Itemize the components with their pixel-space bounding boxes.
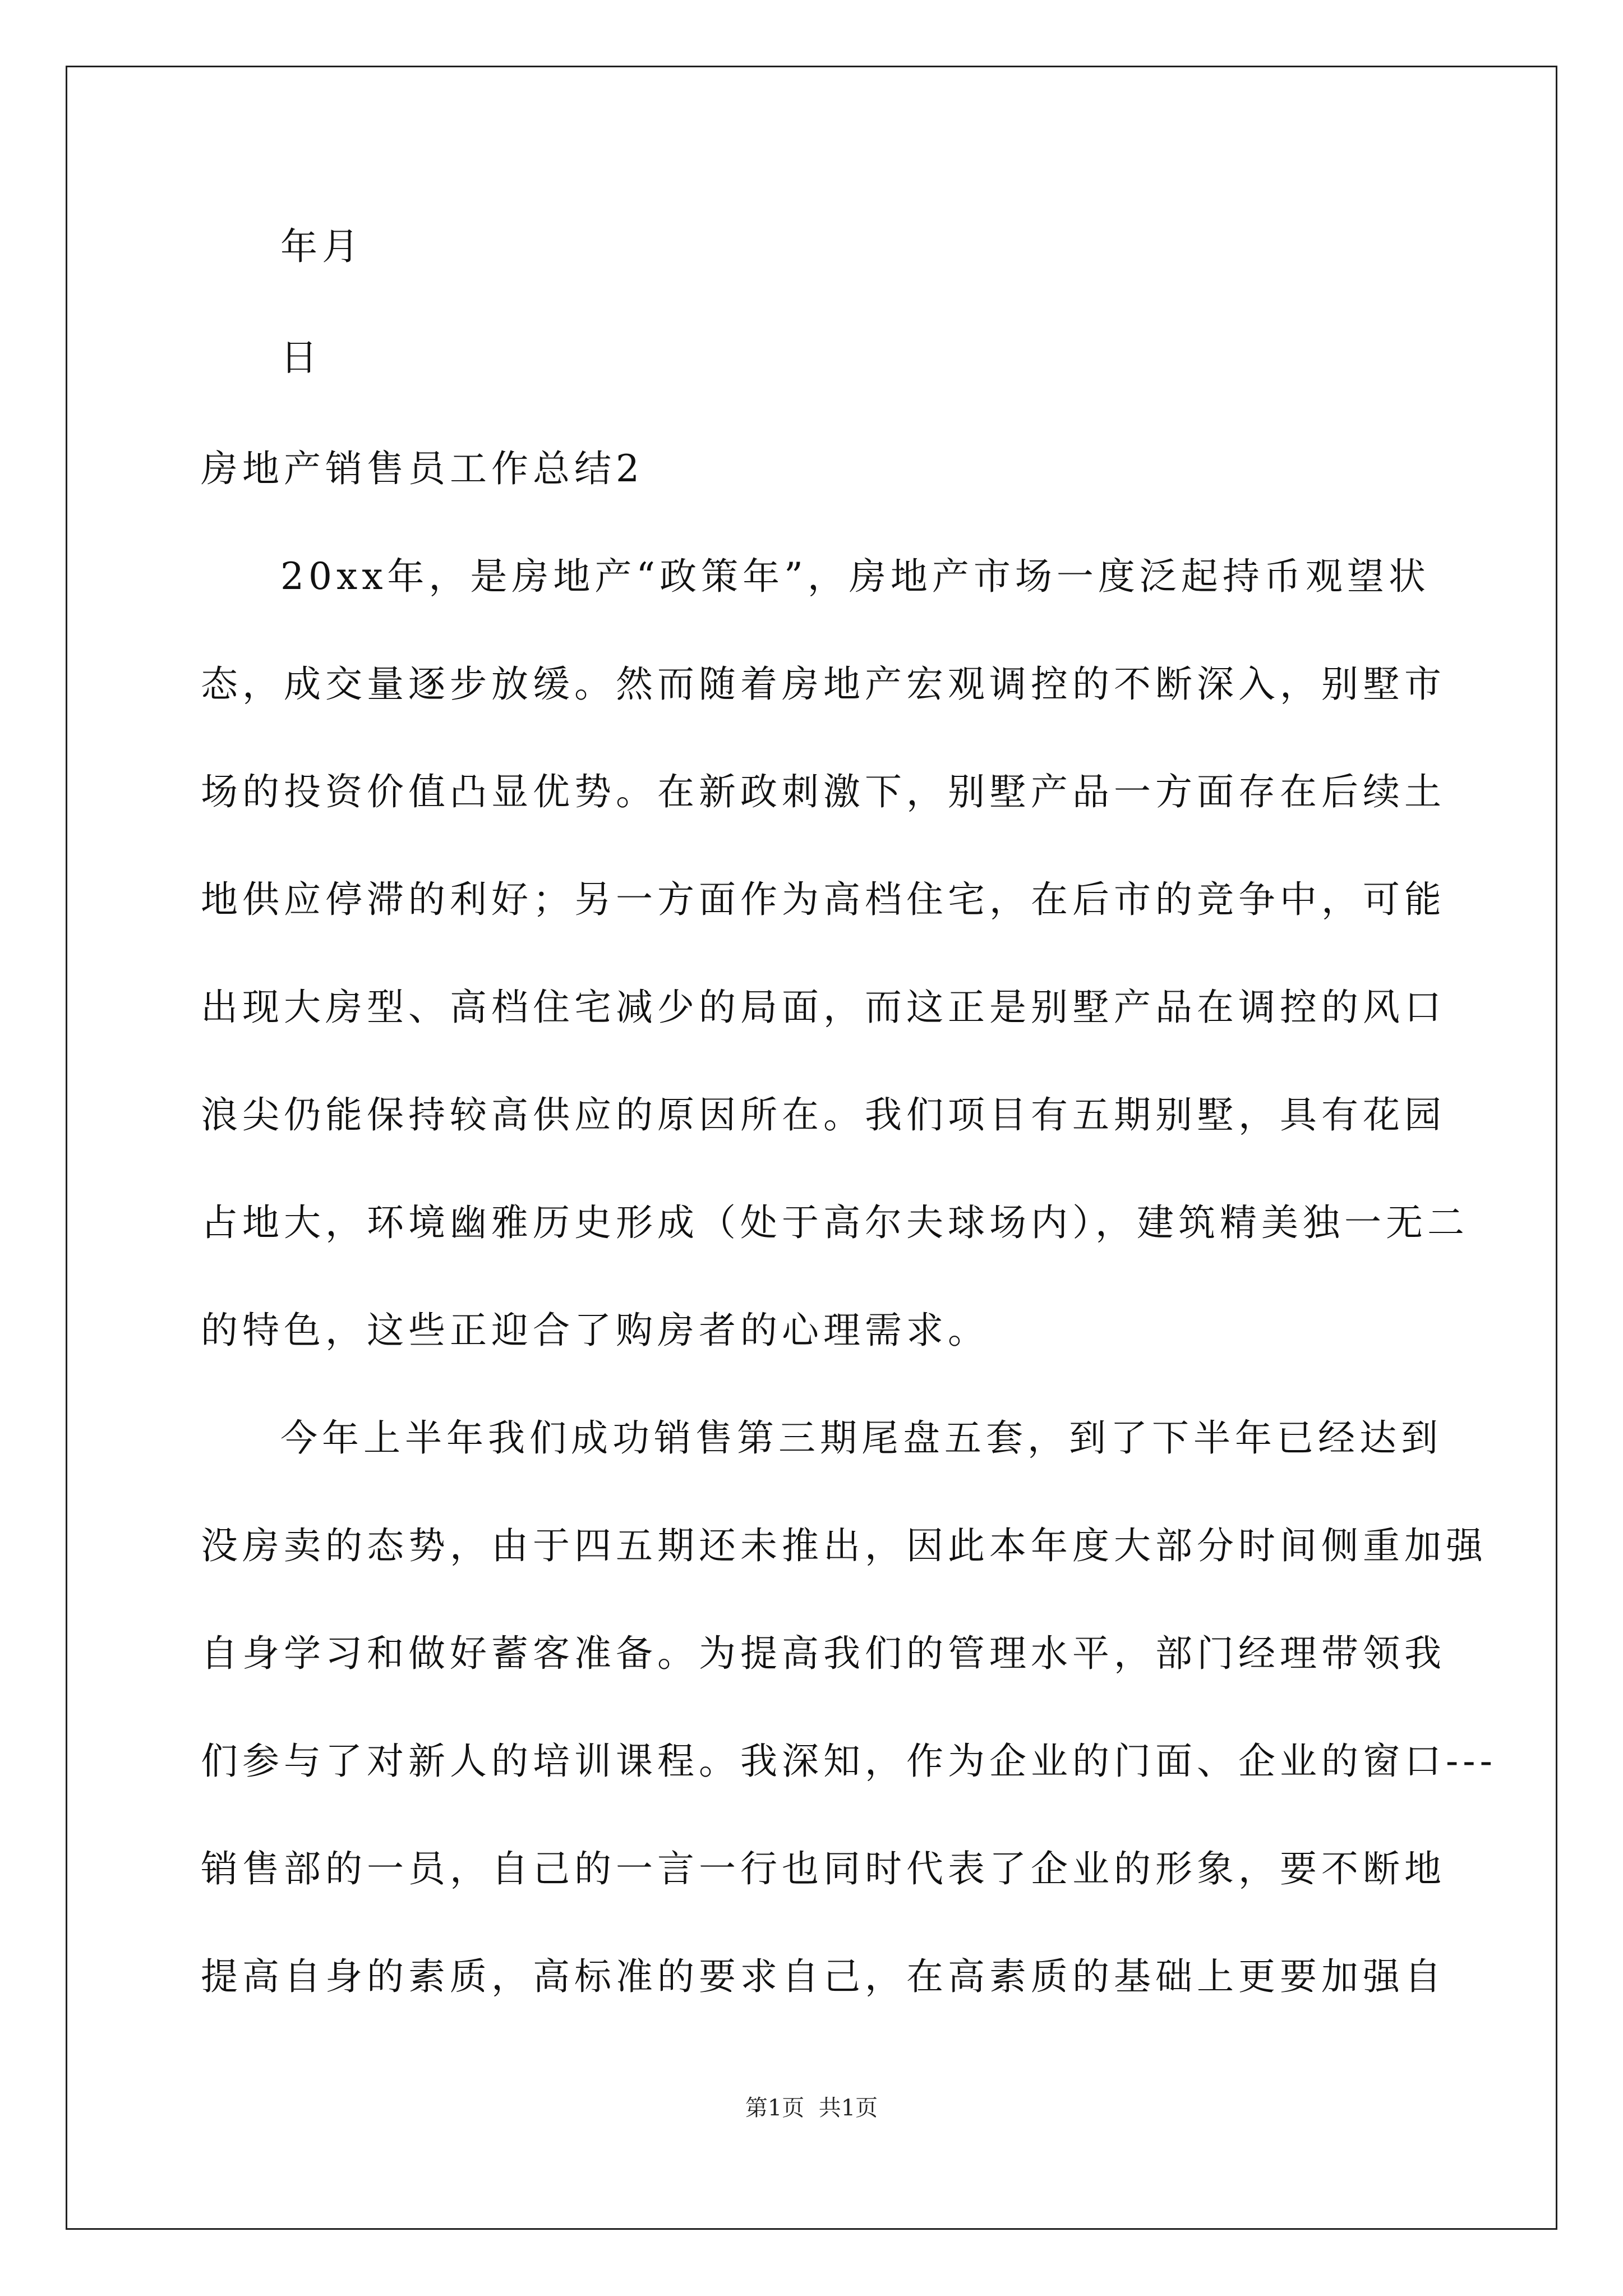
document-title: 房地产销售员工作总结2: [201, 447, 644, 490]
paragraph-1-line: 浪尖仍能保持较高供应的原因所在。我们项目有五期别墅，具有花园: [201, 1093, 1446, 1137]
paragraph-1-line: 的特色，这些正迎合了购房者的心理需求。: [201, 1309, 989, 1352]
header-line-day: 日: [280, 336, 322, 379]
paragraph-1-line: 地供应停滞的利好；另一方面作为高档住宅，在后市的竞争中，可能: [201, 878, 1446, 921]
paragraph-1-line: 出现大房型、高档住宅减少的局面，而这正是别墅产品在调控的风口: [201, 986, 1446, 1029]
paragraph-2-line: 没房卖的态势，由于四五期还未推出，因此本年度大部分时间侧重加强: [201, 1524, 1487, 1567]
paragraph-1-line: 态，成交量逐步放缓。然而随着房地产宏观调控的不断深入，别墅市: [201, 662, 1446, 706]
paragraph-2-line: 提高自身的素质，高标准的要求自己，在高素质的基础上更要加强自: [201, 1955, 1446, 1998]
paragraph-2-line: 今年上半年我们成功销售第三期尾盘五套，到了下半年已经达到: [280, 1416, 1442, 1460]
header-line-year-month: 年月: [280, 225, 363, 268]
paragraph-1-line: 占地大，环境幽雅历史形成（处于高尔夫球场内），建筑精美独一无二: [201, 1201, 1469, 1244]
paragraph-2-line: 们参与了对新人的培训课程。我深知，作为企业的门面、企业的窗口---: [201, 1740, 1497, 1783]
page-footer: 第1页 共1页: [745, 2095, 878, 2121]
paragraph-2-line: 销售部的一员，自己的一言一行也同时代表了企业的形象，要不断地: [201, 1847, 1446, 1890]
paragraph-2-line: 自身学习和做好蓄客准备。为提高我们的管理水平，部门经理带领我: [201, 1632, 1446, 1675]
paragraph-1-line: 20xx年，是房地产“政策年”，房地产市场一度泛起持币观望状: [280, 555, 1430, 598]
paragraph-1-line: 场的投资价值凸显优势。在新政刺激下，别墅产品一方面存在后续土: [201, 770, 1446, 813]
